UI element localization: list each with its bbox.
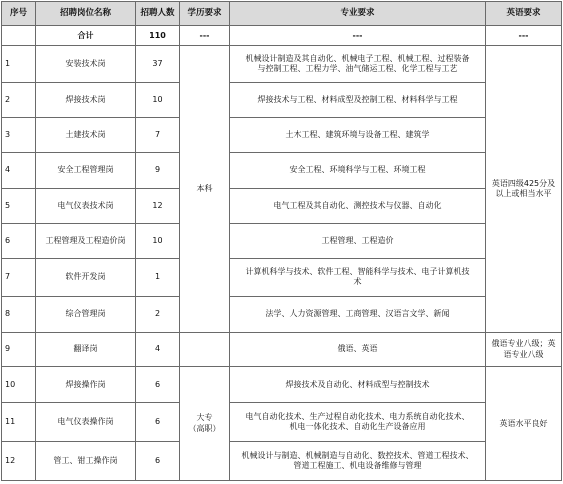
total-major: --- (230, 26, 486, 46)
row-count: 1 (136, 259, 180, 297)
row-major (230, 117, 486, 152)
row-major (230, 296, 486, 332)
header-education: 学历要求 (180, 2, 230, 26)
row-major-line: 机械设计制造及其自动化、机械电子工程、机械工程、过程装备 (245, 53, 470, 63)
table-row (2, 117, 562, 152)
edu-college-line: 大专 (196, 413, 213, 423)
row-position: 工程管理及工程造价岗 (36, 224, 136, 259)
total-index (2, 26, 36, 46)
header-english: 英语要求 (486, 2, 562, 26)
table-row (2, 188, 562, 224)
total-english: --- (486, 26, 562, 46)
table-row (2, 83, 562, 118)
row-major-line: 与控制工程、工程力学、油气储运工程、化学工程与工艺 (257, 64, 458, 74)
row-count: 2 (136, 296, 180, 332)
recruitment-table (1, 1, 562, 481)
total-label: 合计 (36, 26, 136, 46)
row-count: 10 (136, 83, 180, 118)
row-index: 9 (2, 332, 36, 367)
header-index: 序号 (2, 2, 36, 26)
english-general-line: 英语四级425分及 (491, 178, 556, 188)
row-major-line: 计算机科学与技术、软件工程、智能科学与技术、电子计算机技 (245, 267, 470, 277)
header-major: 专业要求 (230, 2, 486, 26)
row-major (230, 403, 486, 442)
table-row (2, 367, 562, 403)
row-major-line: 安全工程、环境科学与工程、环境工程 (289, 164, 426, 174)
english-translator (486, 332, 562, 367)
row-position: 焊接技术岗 (36, 83, 136, 118)
row-major-line: 焊接技术与工程、材料成型及控制工程、材料科学与工程 (257, 94, 458, 104)
total-edu: --- (180, 26, 230, 46)
row-major (230, 442, 486, 481)
row-major (230, 367, 486, 403)
table-row (2, 46, 562, 83)
row-major-line: 术 (353, 277, 362, 287)
row-major (230, 259, 486, 297)
row-major-line: 俄语、英语 (337, 344, 378, 354)
row-index: 12 (2, 442, 36, 481)
english-college: 英语水平良好 (486, 367, 562, 481)
row-index: 8 (2, 296, 36, 332)
row-major (230, 83, 486, 118)
row-position: 安全工程管理岗 (36, 152, 136, 188)
row-major-line: 土木工程、建筑环境与设备工程、建筑学 (285, 129, 430, 139)
english-translator-line: 俄语专业八级；英 (491, 339, 556, 349)
row-position: 电气仪表操作岗 (36, 403, 136, 442)
row-count: 6 (136, 367, 180, 403)
row-major-line: 电气自动化技术、生产过程自动化技术、电力系统自动化技术、 (245, 411, 470, 421)
row-major-line: 电气工程及其自动化、测控技术与仪器、自动化 (273, 200, 442, 210)
row-position: 焊接操作岗 (36, 367, 136, 403)
row-major-line: 管道工程施工、机电设备维修与管理 (293, 461, 422, 471)
edu-bachelor: 本科 (180, 46, 230, 332)
row-index: 10 (2, 367, 36, 403)
row-major-line: 法学、人力资源管理、工商管理、汉语言文学、新闻 (265, 309, 450, 319)
row-position: 安装技术岗 (36, 46, 136, 83)
english-general-line: 以上或相当水平 (495, 189, 552, 199)
row-index: 5 (2, 188, 36, 224)
row-index: 4 (2, 152, 36, 188)
row-count: 9 (136, 152, 180, 188)
row-count: 7 (136, 117, 180, 152)
table-row (2, 224, 562, 259)
row-index: 11 (2, 403, 36, 442)
row-count: 6 (136, 403, 180, 442)
table-row (2, 152, 562, 188)
row-position: 综合管理岗 (36, 296, 136, 332)
row-major-line: 焊接技术及自动化、材料成型与控制技术 (285, 379, 430, 389)
edu-college-line: （高职） (188, 423, 221, 433)
row-major (230, 332, 486, 367)
row-position: 软件开发岗 (36, 259, 136, 297)
table-row (2, 442, 562, 481)
row-count: 12 (136, 188, 180, 224)
header-position: 招聘岗位名称 (36, 2, 136, 26)
table-row (2, 403, 562, 442)
row-position: 土建技术岗 (36, 117, 136, 152)
english-translator-line: 语专业八级 (503, 349, 544, 359)
english-general (486, 46, 562, 332)
row-major-line: 机电一体化技术、自动化生产设备应用 (289, 422, 426, 432)
row-count: 37 (136, 46, 180, 83)
row-major (230, 224, 486, 259)
row-count: 4 (136, 332, 180, 367)
header-count: 招聘人数 (136, 2, 180, 26)
edu-college (180, 367, 230, 481)
header-row (2, 2, 562, 26)
table-row (2, 296, 562, 332)
table-row (2, 332, 562, 367)
row-major-line: 机械设计与制造、机械制造与自动化、数控技术、管道工程技术、 (241, 450, 474, 460)
row-index: 2 (2, 83, 36, 118)
row-major (230, 46, 486, 83)
row-index: 7 (2, 259, 36, 297)
row-count: 6 (136, 442, 180, 481)
row-position: 管工、钳工操作岗 (36, 442, 136, 481)
total-count: 110 (136, 26, 180, 46)
row-major-line: 工程管理、工程造价 (321, 235, 394, 245)
table-row (2, 259, 562, 297)
row-position: 电气仪表技术岗 (36, 188, 136, 224)
edu-translator-empty (180, 332, 230, 367)
total-row (2, 26, 562, 46)
row-index: 3 (2, 117, 36, 152)
row-count: 10 (136, 224, 180, 259)
row-major (230, 152, 486, 188)
row-position: 翻译岗 (36, 332, 136, 367)
row-major (230, 188, 486, 224)
row-index: 1 (2, 46, 36, 83)
row-index: 6 (2, 224, 36, 259)
